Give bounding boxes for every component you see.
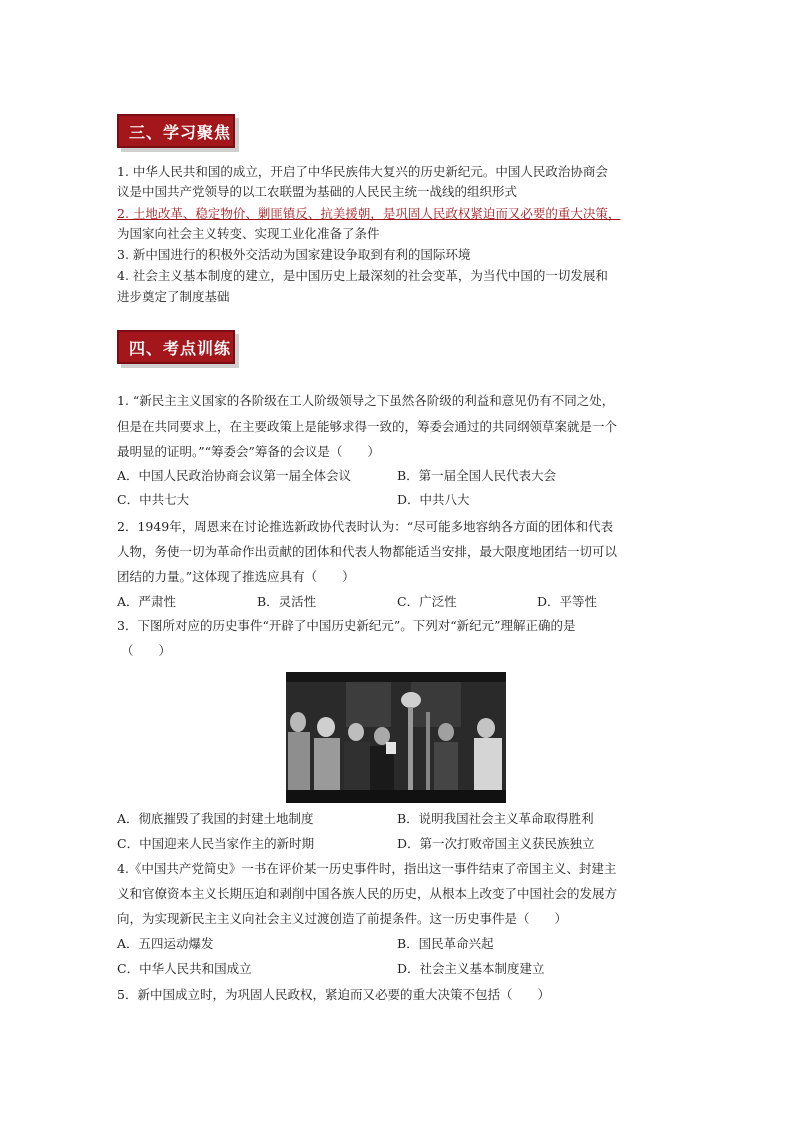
q3-option-b: B．说明我国社会主义革命取得胜利 xyxy=(397,811,594,826)
q3-line-1: 3．下图所对应的历史事件“开辟了中国历史新纪元”。下列对“新纪元”理解正确的是 xyxy=(117,618,576,633)
q1-line-1: 1. “新民主主义国家的各阶级在工人阶级领导之下虽然各阶级的利益和意见仍有不同之处， xyxy=(117,393,615,408)
photo-illustration xyxy=(286,672,506,803)
q2-line-2: 人物，务使一切为革命作出贡献的团体和代表人物都能适当安排，最大限度地团结一切可以 xyxy=(117,544,618,559)
q4-option-b: B．国民革命兴起 xyxy=(397,936,494,951)
q2-option-c: C．广泛性 xyxy=(397,594,457,609)
q2-line-3: 团结的力量。”这体现了推选应具有（ ） xyxy=(117,569,355,584)
q5-line-1: 5．新中国成立时，为巩固人民政权，紧迫而又必要的重大决策不包括（ ） xyxy=(117,987,550,1002)
q1-option-a: A．中国人民政治协商会议第一届全体会议 xyxy=(117,468,352,483)
q1-option-d: D．中共八大 xyxy=(397,492,470,507)
q3-option-c: C．中国迎来人民当家作主的新时期 xyxy=(117,836,315,851)
q1-option-b: B．第一届全国人民代表大会 xyxy=(397,468,557,483)
q2-option-d: D．平等性 xyxy=(537,594,598,609)
q1-line-3: 最明显的证明。”“筹委会”筹备的会议是（ ） xyxy=(117,444,380,459)
q4-option-d: D．社会主义基本制度建立 xyxy=(397,961,545,976)
q2-line-1: 2．1949年，周恩来在讨论推选新政协代表时认为：“尽可能多地容纳各方面的团体和代表 xyxy=(117,519,614,534)
focus-item-3: 3. 新中国进行的积极外交活动为国家建设争取到有利的国际环境 xyxy=(117,247,471,262)
section-4-title: 四、考点训练 xyxy=(129,339,232,358)
founding-ceremony-photo xyxy=(286,672,506,803)
q1-line-2: 但是在共同要求上，在主要政策上是能够求得一致的，筹委会通过的共同纲领草案就是一个 xyxy=(117,419,618,434)
q3-line-2: （ ） xyxy=(121,643,172,658)
q3-option-d: D．第一次打败帝国主义获民族独立 xyxy=(397,836,595,851)
q2-option-b: B．灵活性 xyxy=(257,594,317,609)
q4-option-c: C．中华人民共和国成立 xyxy=(117,961,252,976)
focus-item-1-line-1: 1. 中华人民共和国的成立，开启了中华民族伟大复兴的历史新纪元。中国人民政治协商会 xyxy=(117,164,608,179)
focus-item-4-line-1: 4. 社会主义基本制度的建立，是中国历史上最深刻的社会变革，为当代中国的一切发展和 xyxy=(117,268,608,283)
section-3-banner xyxy=(117,114,239,152)
section-3-title: 三、学习聚焦 xyxy=(129,123,232,142)
q2-option-a: A．严肃性 xyxy=(117,594,177,609)
focus-item-1-line-2: 议是中国共产党领导的以工农联盟为基础的人民民主统一战线的组织形式 xyxy=(117,184,518,199)
section-4-banner xyxy=(117,330,239,368)
q1-option-c: C．中共七大 xyxy=(117,492,190,507)
q3-option-a: A．彻底摧毁了我国的封建土地制度 xyxy=(117,811,314,826)
focus-item-2-line-1: 2. 土地改革、稳定物价、剿匪镇反、抗美援朝，是巩固人民政权紧迫而又必要的重大决策， xyxy=(117,206,621,221)
focus-item-2-line-2: 为国家向社会主义转变、实现工业化准备了条件 xyxy=(117,226,380,241)
q4-option-a: A．五四运动爆发 xyxy=(117,936,214,951)
q4-line-3: 向，为实现新民主主义向社会主义过渡创造了前提条件。这一历史事件是（ ） xyxy=(117,911,568,926)
q4-line-2: 义和官僚资本主义长期压迫和剥削中国各族人民的历史，从根本上改变了中国社会的发展方 xyxy=(117,886,618,901)
q4-line-1: 4.《中国共产党简史》一书在评价某一历史事件时，指出这一事件结束了帝国主义、封建主 xyxy=(117,861,617,876)
focus-item-4-line-2: 进步奠定了制度基础 xyxy=(117,289,230,304)
